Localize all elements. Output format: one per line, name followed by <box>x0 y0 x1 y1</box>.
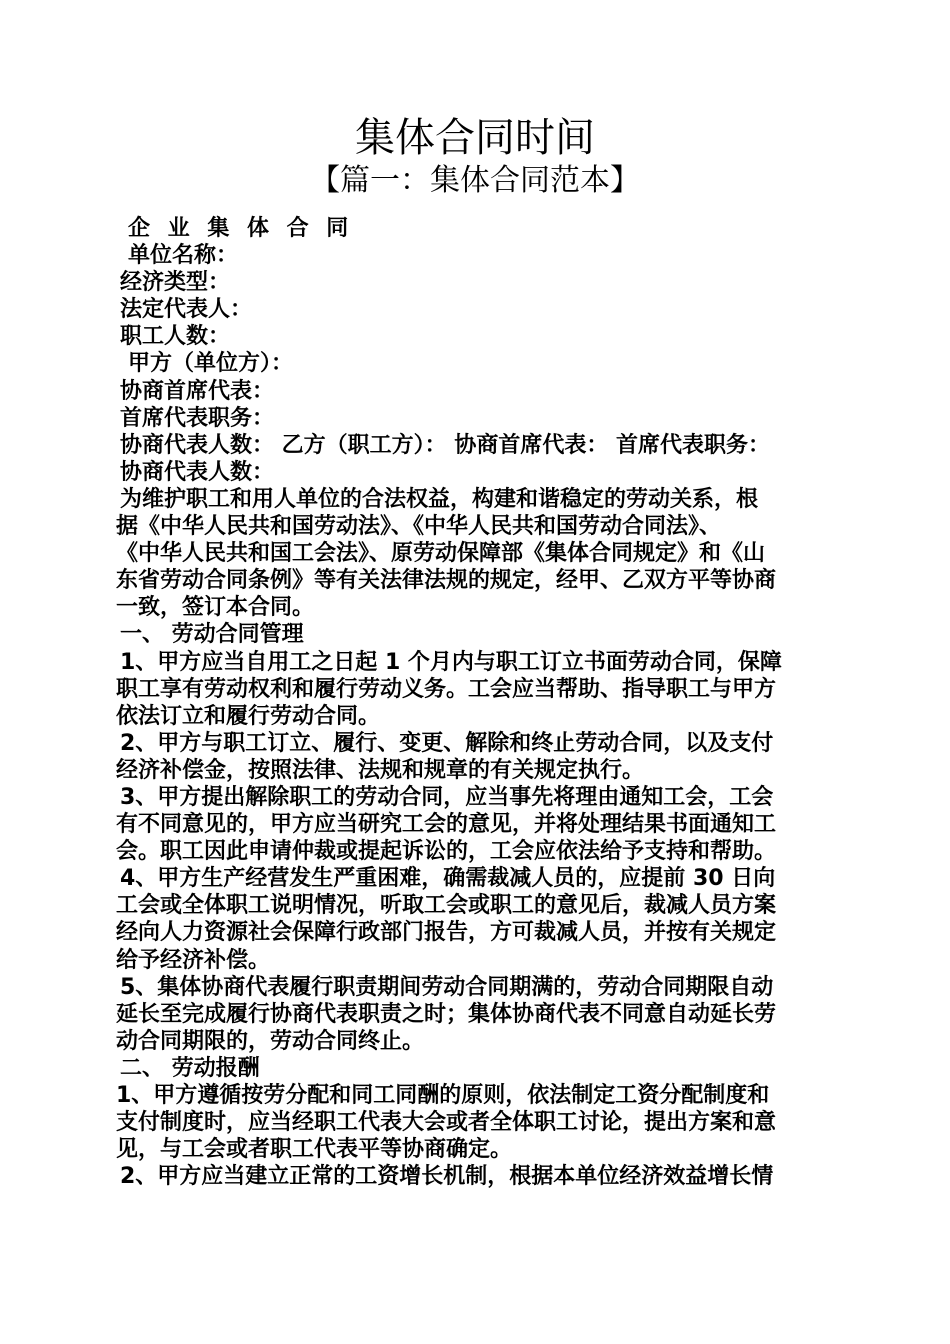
paragraph-line: 工会或全体职工说明情况，听取工会或职工的意见后，裁减人员方案 <box>116 893 777 919</box>
form-field-label: 职工人数： <box>120 324 231 350</box>
paragraph-line: 给予经济补偿。 <box>116 947 271 973</box>
section-heading: 二、 劳动报酬 <box>120 1055 260 1081</box>
paragraph-line: 经向人力资源社会保障行政部门报告，方可裁减人员，并按有关规定 <box>116 920 777 946</box>
paragraph-line: 东省劳动合同条例》等有关法律法规的规定，经甲、乙双方平等协商 <box>116 568 777 594</box>
form-field-label: 法定代表人： <box>120 297 253 323</box>
paragraph-line: 一致，签订本合同。 <box>116 595 315 621</box>
form-field-label: 首席代表职务： <box>120 405 275 431</box>
form-field-label: 经济类型： <box>120 270 231 296</box>
form-field-label: 协商代表人数： 乙方（职工方）： 协商首席代表： 首席代表职务： <box>120 432 770 458</box>
paragraph-line: 见，与工会或者职工代表平等协商确定。 <box>116 1137 513 1163</box>
form-field-label: 协商首席代表： <box>120 378 275 404</box>
form-field-label: 协商代表人数： <box>120 459 275 485</box>
paragraph-line: 经济补偿金，按照法律、法规和规章的有关规定执行。 <box>116 757 645 783</box>
paragraph-line: 5、集体协商代表履行职责期间劳动合同期满的，劳动合同期限自动 <box>120 974 774 1000</box>
paragraph-line: 2、甲方与职工订立、履行、变更、解除和终止劳动合同，以及支付 <box>120 730 774 756</box>
section-heading: 企 业 集 体 合 同 <box>128 216 354 241</box>
paragraph-line: 依法订立和履行劳动合同。 <box>116 703 381 729</box>
form-field-label: 单位名称： <box>128 243 239 269</box>
document-title: 集体合同时间 <box>355 115 595 161</box>
document-subtitle: 【篇一：集体合同范本】 <box>310 163 640 198</box>
paragraph-line: 有不同意见的，甲方应当研究工会的意见，并将处理结果书面通知工 <box>116 812 777 838</box>
form-field-label: 甲方（单位方）： <box>128 351 294 377</box>
paragraph-line: 1、甲方应当自用工之日起 1 个月内与职工订立书面劳动合同，保障 <box>120 649 782 675</box>
section-heading: 一、 劳动合同管理 <box>120 622 304 648</box>
paragraph-line: 《中华人民共和国工会法》、原劳动保障部《集体合同规定》和《山 <box>116 541 766 567</box>
paragraph-line: 职工享有劳动权利和履行劳动义务。工会应当帮助、指导职工与甲方 <box>116 676 777 702</box>
document-body <box>116 215 838 1190</box>
paragraph-line: 动合同期限的，劳动合同终止。 <box>116 1028 425 1054</box>
paragraph-line: 3、甲方提出解除职工的劳动合同，应当事先将理由通知工会，工会 <box>120 784 774 810</box>
paragraph-line: 为维护职工和用人单位的合法权益，构建和谐稳定的劳动关系，根 <box>120 486 759 512</box>
paragraph-line: 支付制度时，应当经职工代表大会或者全体职工讨论，提出方案和意 <box>116 1110 777 1136</box>
paragraph-line: 4、甲方生产经营发生严重困难，确需裁减人员的，应提前 30 日向 <box>120 866 776 892</box>
paragraph-line: 1、甲方遵循按劳分配和同工同酬的原则，依法制定工资分配制度和 <box>116 1083 770 1108</box>
paragraph-line: 延长至完成履行协商代表职责之时；集体协商代表不同意自动延长劳 <box>116 1001 777 1027</box>
paragraph-line: 2、甲方应当建立正常的工资增长机制，根据本单位经济效益增长情 <box>120 1164 774 1190</box>
paragraph-line: 会。职工因此申请仲裁或提起诉讼的，工会应依法给予支持和帮助。 <box>116 839 777 865</box>
paragraph-line: 据《中华人民共和国劳动法》、《中华人民共和国劳动合同法》、 <box>116 514 722 540</box>
